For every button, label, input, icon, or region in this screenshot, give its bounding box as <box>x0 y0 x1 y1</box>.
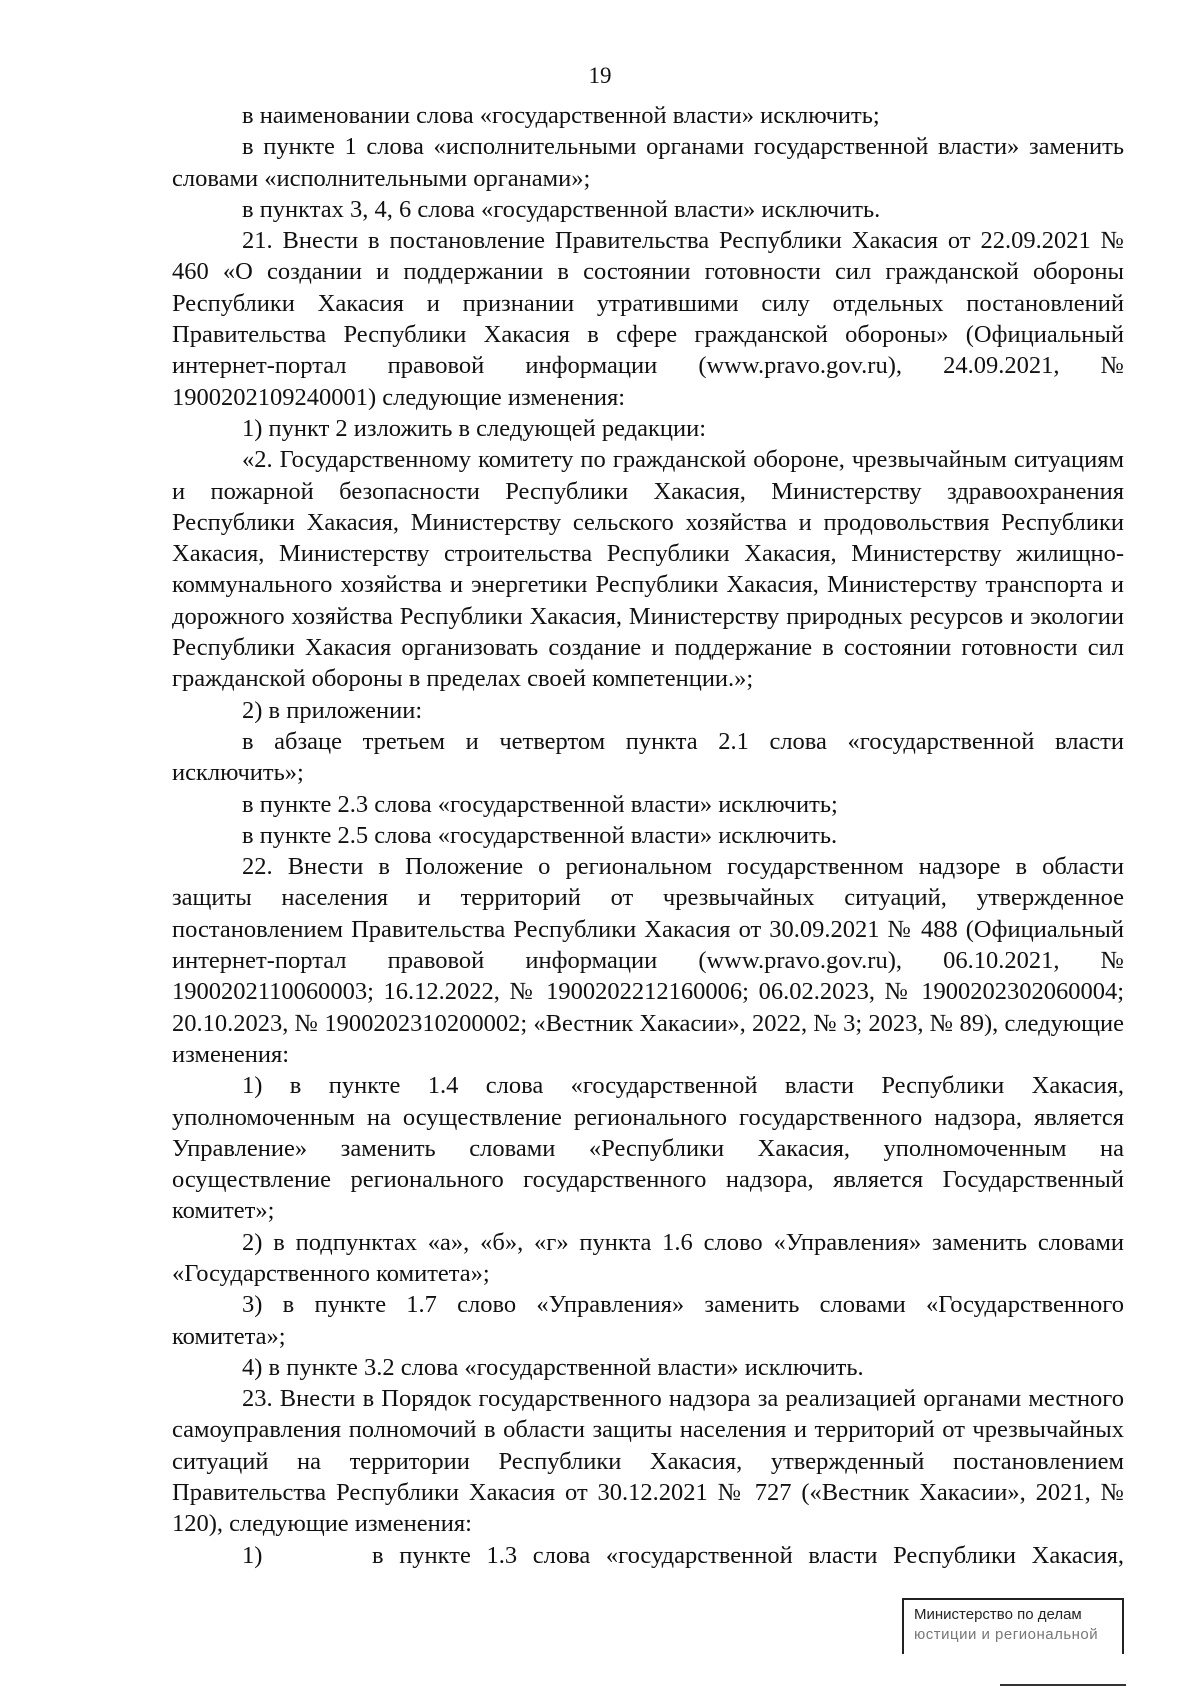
paragraph: в пунктах 3, 4, 6 слова «государственной власти» исключить. <box>242 195 881 223</box>
paragraph: 21. Внести в постановление Правительства Республики Хакасия от 22.09.2021 № 460 «О создании и поддержании в состоянии готовности сил гражданской обороны Республики Хакасия и признании утратившими силу отдельных постановлений Правительства Республики Хакасия в сфере гражданской обороны» (Официальный интернет-портал правовой информации (www.pravo.gov.ru), 24.09.2021, № 1900202109240001) следующие изменения: <box>172 227 1124 411</box>
paragraph: «2. Государственному комитету по гражданской обороне, чрезвычайным ситуациям и пожарной безопасности Республики Хакасия, Министерству здравоохранения Республики Хакасия, Министерству сельского хозяйства и продовольствия Республики Хакасия, Министерству строительства Республики Хакасия, Министерству жилищно-коммунального хозяйства и энергетики Республики Хакасия, Министерству транспорта и дорожного хозяйства Республики Хакасия, Министерству природных ресурсов и экологии Республики Хакасия организовать создание и поддержание в состоянии готовности сил гражданской обороны в пределах своей компетенции.»; <box>172 446 1124 693</box>
paragraph: в пункте 2.5 слова «государственной власти» исключить. <box>242 821 838 849</box>
ministry-stamp <box>902 1598 1124 1654</box>
stamp-line-2: юстиции и региональной <box>914 1626 1099 1643</box>
paragraph: 22. Внести в Положение о региональном государственном надзоре в области защиты населения и территорий от чрезвычайных ситуаций, утвержденное постановлением Правительства Республики Хакасия от 30.09.2021 № 488 (Официальный интернет-портал правовой информации (www.pravo.gov.ru), 06.10.2021, № 1900202110060003; 16.12.2022, № 1900202212160006; 06.02.2023, № 1900202302060004; 20.10.2023, № 1900202310200002; «Вестник Хакасии», 2022, № 3; 2023, № 89), следующие изменения: <box>172 853 1124 1068</box>
paragraph: в наименовании слова «государственной власти» исключить; <box>242 102 880 129</box>
paragraph: 1) пункт 2 изложить в следующей редакции: <box>242 414 707 442</box>
paragraph: 3) в пункте 1.7 слово «Управления» заменить словами «Государственного комитета»; <box>172 1291 1124 1350</box>
paragraph: в пункте 1 слова «исполнительными органами государственной власти» заменить словами «исполнительными органами»; <box>172 133 1124 192</box>
paragraph: 1) в пункте 1.4 слова «государственной власти Республики Хакасия, уполномоченным на осуществление регионального государственного надзора, является Управление» заменить словами «Республики Хакасия, уполномоченным на осуществление регионального государственного надзора, является Государственный комитет»; <box>172 1072 1124 1225</box>
paragraph: в пункте 2.3 слова «государственной власти» исключить; <box>242 790 838 818</box>
stamp-line-1: Министерство по делам <box>914 1606 1082 1623</box>
paragraph: 23. Внести в Порядок государственного надзора за реализацией органами местного самоуправления полномочий в области защиты населения и территорий от чрезвычайных ситуаций на территории Республики Хакасия, утвержденный постановлением Правительства Республики Хакасия от 30.12.2021 № 727 («Вестник Хакасии», 2021, № 120), следующие изменения: <box>172 1385 1124 1538</box>
paragraph: 2) в подпунктах «а», «б», «г» пункта 1.6 слово «Управления» заменить словами «Государственного комитета»; <box>172 1228 1124 1287</box>
paragraph: в абзаце третьем и четвертом пункта 2.1 слова «государственной власти исключить»; <box>172 727 1124 787</box>
paragraph: 1) в пункте 1.3 слова «государственной власти Республики Хакасия, <box>242 1541 1124 1569</box>
stamp-underline <box>1000 1684 1126 1686</box>
paragraph: 2) в приложении: <box>242 696 423 724</box>
paragraph: 4) в пункте 3.2 слова «государственной власти» исключить. <box>242 1353 864 1381</box>
document-body <box>172 100 1124 1571</box>
page-number: 19 <box>588 63 612 88</box>
